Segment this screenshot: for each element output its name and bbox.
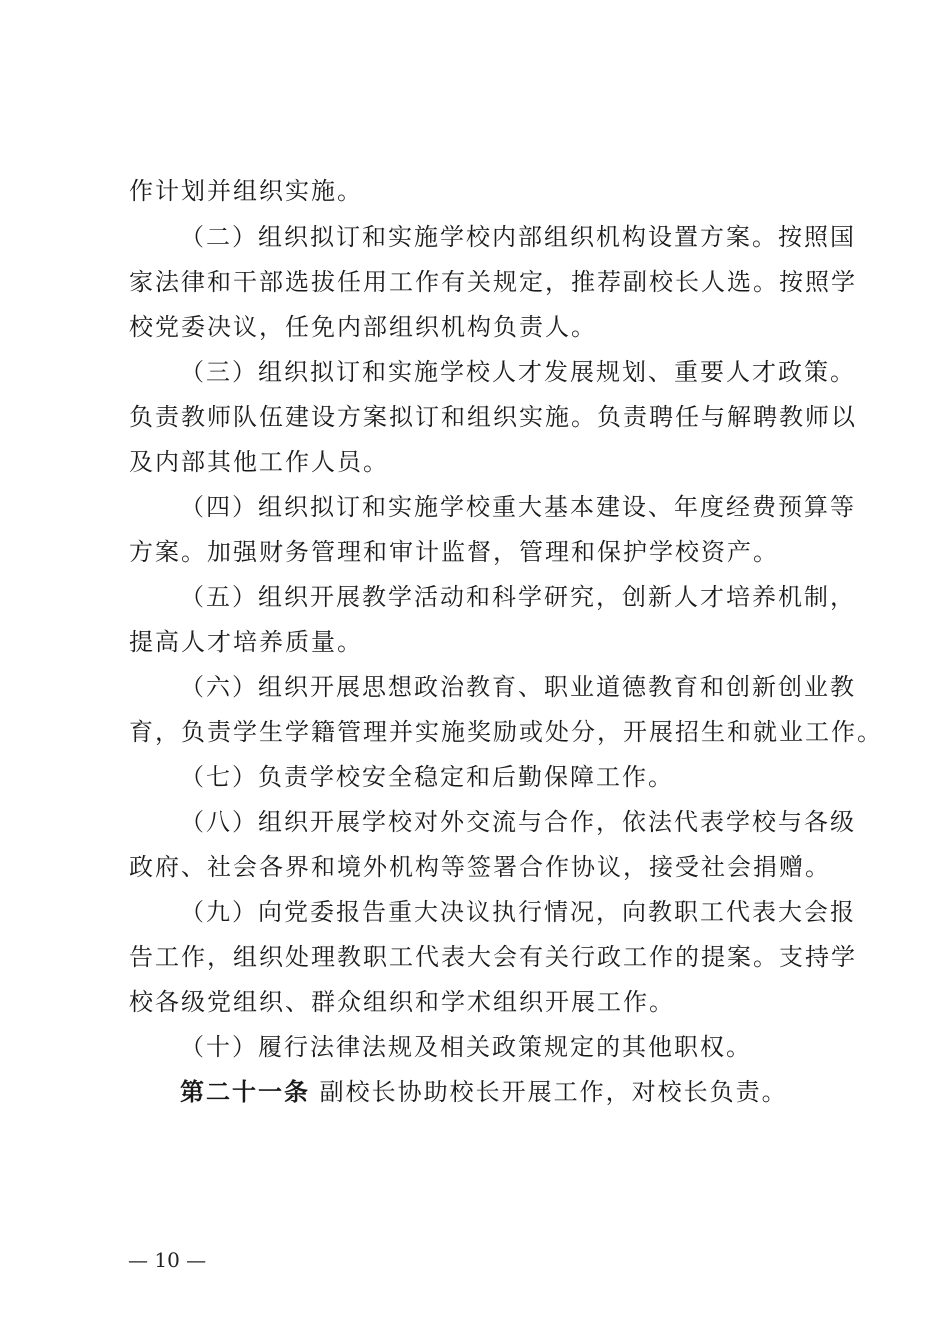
article-text: 副校长协助校长开展工作，对校长负责。 — [319, 1078, 788, 1106]
text-line: 方案。加强财务管理和审计监督，管理和保护学校资产。 — [129, 538, 779, 566]
text-line: 告工作，组织处理教职工代表大会有关行政工作的提案。支持学 — [129, 943, 857, 971]
text-line: 作计划并组织实施。 — [129, 177, 363, 205]
text-line: （九）向党委报告重大决议执行情况，向教职工代表大会报 — [180, 898, 856, 926]
text-line: （七）负责学校安全稳定和后勤保障工作。 — [180, 763, 674, 791]
text-line: 政府、社会各界和境外机构等签署合作协议，接受社会捐赠。 — [129, 853, 831, 881]
article-heading: 第二十一条 — [180, 1078, 310, 1106]
text-line: 校各级党组织、群众组织和学术组织开展工作。 — [129, 988, 675, 1016]
text-line: （六）组织开展思想政治教育、职业道德教育和创新创业教 — [180, 673, 856, 701]
page-number: — 10 — — [128, 1248, 207, 1272]
text-line: （四）组织拟订和实施学校重大基本建设、年度经费预算等 — [180, 493, 856, 521]
text-line: 校党委决议，任免内部组织机构负责人。 — [129, 313, 597, 341]
text-line: （十）履行法律法规及相关政策规定的其他职权。 — [180, 1033, 752, 1061]
text-line: 提高人才培养质量。 — [129, 628, 363, 656]
text-line: （三）组织拟订和实施学校人才发展规划、重要人才政策。 — [180, 358, 856, 386]
article-line — [180, 1078, 830, 1106]
text-line: 负责教师队伍建设方案拟订和组织实施。负责聘任与解聘教师以 — [129, 403, 857, 431]
text-line: （八）组织开展学校对外交流与合作，依法代表学校与各级 — [180, 808, 856, 836]
text-line: （五）组织开展教学活动和科学研究，创新人才培养机制， — [180, 583, 856, 611]
text-line: （二）组织拟订和实施学校内部组织机构设置方案。按照国 — [180, 223, 856, 251]
text-line: 育，负责学生学籍管理并实施奖励或处分，开展招生和就业工作。 — [129, 718, 883, 746]
text-line: 家法律和干部选拔任用工作有关规定，推荐副校长人选。按照学 — [129, 268, 857, 296]
text-line: 及内部其他工作人员。 — [129, 448, 389, 476]
